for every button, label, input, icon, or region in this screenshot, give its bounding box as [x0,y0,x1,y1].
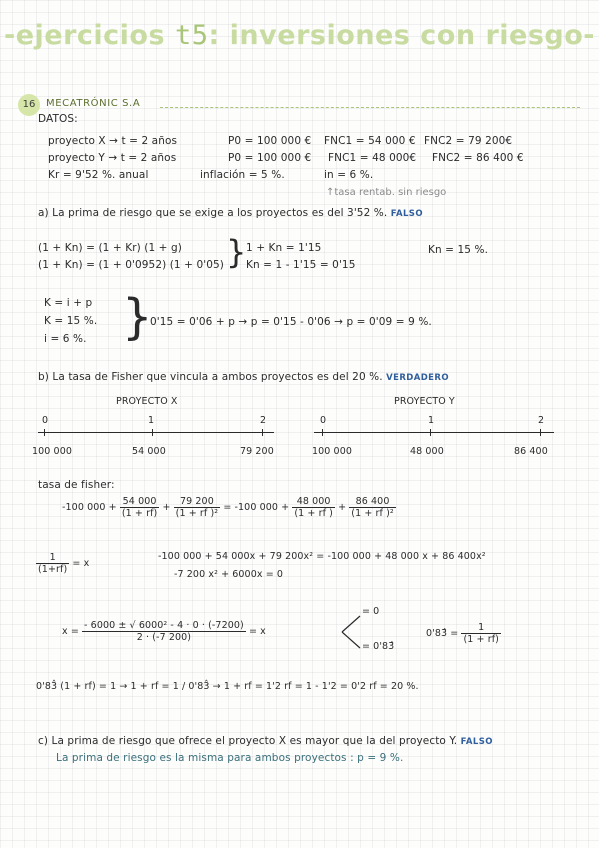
quadratic-formula [62,620,266,643]
polynomial-1: -100 000 + 54 000x + 79 200x² = -100 000 + 48 000 x + 86 400x² [158,551,486,562]
fisher-equation [62,496,396,519]
proyecto-y-t0: 0 [320,415,327,426]
qa-chain: 0'15 = 0'06 + p → p = 0'15 - 0'06 → p = 0'09 = 9 %. [150,316,432,328]
qa-k1: K = i + p [44,297,93,309]
page-title: -ejercicios t5: inversiones con riesgo- [4,20,595,51]
substitution [36,552,89,575]
quad-eq: = x [248,626,266,637]
question-a-verdict: FALSO [390,209,423,219]
sub-frac [36,552,69,575]
qa-eq3: 1 + Kn = 1'15 [246,242,322,254]
sub-n: 1 [36,552,69,564]
qa-eq1: (1 + Kn) = (1 + Kr) (1 + g) [38,242,182,254]
fisher-n1: 54 000 [120,496,160,508]
qa-eq4: Kn = 1 - 1'15 = 0'15 [246,259,356,271]
quad-root-1: = 0 [362,606,380,617]
fisher-frac-1 [120,496,160,519]
sub-eq: = x [72,558,90,569]
datos-x-fnc2: FNC2 = 79 200€ [424,135,513,147]
fisher-equals: = -100 000 + [223,502,290,513]
polynomial-2: -7 200 x² + 6000x = 0 [174,569,284,580]
datos-x-p0: P0 = 100 000 € [228,135,312,147]
root-rel-d: (1 + rf) [463,634,499,645]
fisher-frac-2 [174,496,221,519]
question-c-answer: La prima de riesgo es la misma para ambos proyectos : p = 9 %. [56,752,404,764]
proyecto-x-tick-0 [44,429,45,436]
fisher-d2: (1 + rf )² [175,508,219,519]
question-a-statement: a) La prima de riesgo que se exige a los proyectos es del 3'52 %. FALSO [38,207,423,219]
datos-x-fnc1: FNC1 = 54 000 € [324,135,416,147]
proyecto-x-label: PROYECTO X [116,396,178,407]
qa-brace-2: } [122,289,153,345]
datos-x-project: proyecto X → t = 2 años [48,135,178,147]
proyecto-y-v0: 100 000 [312,446,352,457]
root-relation [426,622,501,645]
fisher-d4: (1 + rf )² [351,508,394,519]
question-c-statement: c) La prima de riesgo que ofrece el proyecto X es mayor que la del proyecto Y. FALSO [38,735,493,747]
proyecto-x-tick-1 [152,429,153,436]
sub-d: (1+rf) [38,564,68,575]
root-rel-frac [461,622,501,645]
proyecto-x-v1: 54 000 [132,446,166,457]
fisher-frac-3 [292,496,335,519]
root-rel-lhs: 0'83̂ = [426,628,459,639]
fisher-frac-4 [349,496,396,519]
question-b-statement: b) La tasa de Fisher que vincula a ambos proyectos es del 20 %. VERDADERO [38,371,449,383]
fisher-n4: 86 400 [349,496,396,508]
datos-in: in = 6 %. [324,169,374,181]
root-rel-n: 1 [461,622,501,634]
proyecto-y-label: PROYECTO Y [394,396,455,407]
qa-eq2: (1 + Kn) = (1 + 0'0952) (1 + 0'05) [38,259,225,271]
fisher-plus-2: + [338,502,347,513]
qa-result: Kn = 15 %. [428,244,489,256]
proyecto-x-v0: 100 000 [32,446,72,457]
quad-root-2: = 0'83̂ [362,641,395,652]
header-divider [160,107,580,108]
qa-k2: K = 15 %. [44,315,98,327]
datos-inflacion: inflación = 5 %. [200,169,285,181]
quad-numerator: - 6000 ± √ 6000² - 4 · 0 · (-7200) [84,620,244,631]
proyecto-x-t1: 1 [148,415,155,426]
datos-y-fnc1: FNC1 = 48 000€ [328,152,417,164]
fisher-label: tasa de fisher: [38,479,115,491]
datos-kr: Kr = 9'52 %. anual [48,169,149,181]
proyecto-y-t2: 2 [538,415,545,426]
datos-y-fnc2: FNC2 = 86 400 € [432,152,524,164]
fisher-final: 0'83̂ (1 + rf) = 1 → 1 + rf = 1 / 0'83̂ → 1 + rf = 1'2 rf = 1 - 1'2 = 0'2 rf = 20 %. [36,681,419,692]
question-b-verdict: VERDADERO [386,373,449,383]
proyecto-x-v2: 79 200 [240,446,274,457]
fisher-d1: (1 + rf) [121,508,158,519]
fisher-term-a: -100 000 + [62,502,117,513]
proyecto-x-timeline [38,432,274,433]
proyecto-x-t2: 2 [260,415,267,426]
datos-y-project: proyecto Y → t = 2 años [48,152,177,164]
fisher-d3: (1 + rf ) [294,508,333,519]
proyecto-x-t0: 0 [42,415,49,426]
datos-y-p0: P0 = 100 000 € [228,152,312,164]
datos-label: DATOS: [38,113,78,125]
problem-number-badge: 16 [18,94,40,116]
proyecto-y-v2: 86 400 [514,446,548,457]
proyecto-y-tick-2 [540,429,541,436]
quad-roots-branch [340,612,364,652]
quad-x: x = [62,626,79,637]
fisher-n3: 48 000 [292,496,335,508]
company-name: MECATRÓNIC S.A [46,98,141,109]
fisher-plus-1: + [162,502,171,513]
quad-frac [82,620,246,643]
fisher-n2: 79 200 [174,496,221,508]
proyecto-y-timeline [314,432,554,433]
proyecto-y-v1: 48 000 [410,446,444,457]
question-c-verdict: FALSO [460,737,493,747]
qa-brace-1: } [226,233,247,271]
proyecto-y-tick-1 [430,429,431,436]
quad-denominator: 2 · (-7 200) [136,632,192,643]
proyecto-x-tick-2 [262,429,263,436]
proyecto-y-t1: 1 [428,415,435,426]
proyecto-y-tick-0 [322,429,323,436]
datos-note: ↑tasa rentab. sin riesgo [326,187,447,198]
qa-k3: i = 6 %. [44,333,87,345]
